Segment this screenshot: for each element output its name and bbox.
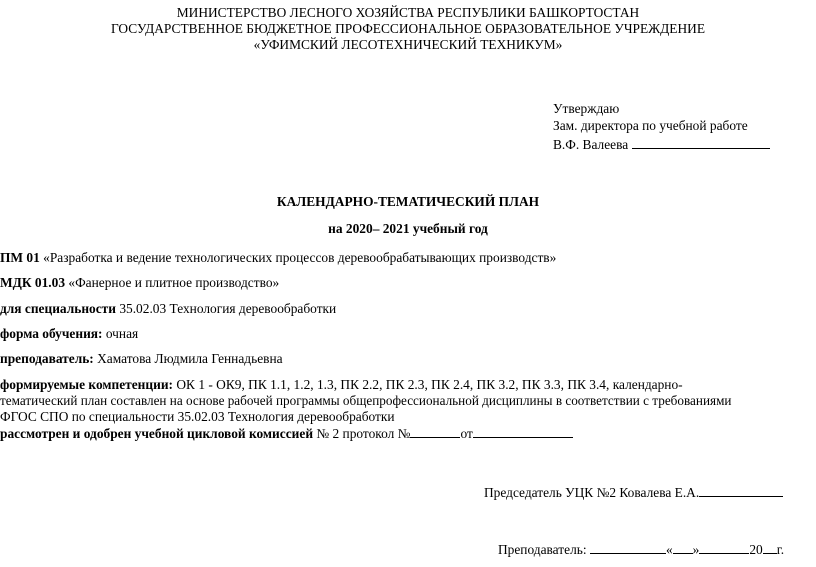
specialty-field [0,301,336,316]
specialty-value: 35.02.03 Технология деревообработки [115,301,337,316]
chair-signature-blank [699,484,783,497]
signature-blank [632,136,770,149]
date-close-quote: » [692,542,700,557]
commission-protocol: № 2 протокол № [313,426,411,441]
institution-type-line: ГОСУДАРСТВЕННОЕ БЮДЖЕТНОЕ ПРОФЕССИОНАЛЬНОЕ ОБРАЗОВАТЕЛЬНОЕ УЧРЕЖДЕНИЕ [110,21,705,36]
study-form-field [0,326,138,341]
competencies-field [0,377,683,392]
date-year-suffix: г. [776,542,785,557]
date-year-prefix: 20 [749,542,763,557]
approval-signature-line [553,136,770,152]
competencies-label: формируемые компетенции: [0,377,174,392]
teacher-value: Хаматова Людмила Геннадьевна [93,351,283,366]
chair-signature [484,484,783,500]
specialty-label: для специальности [0,301,116,316]
academic-year: на 2020– 2021 учебный год [328,221,488,236]
document-title: КАЛЕНДАРНО-ТЕМАТИЧЕСКИЙ ПЛАН [276,194,540,209]
pm-value: «Разработка и ведение технологических процессов деревообрабатывающих производств» [39,250,557,265]
competencies-line-2: тематический план составлен на основе рабочей программы общепрофессиональной дисциплины в соответствии с требованиями [0,393,732,408]
mdk-value: «Фанерное и плитное производство» [65,275,280,290]
competencies-line-3: ФГОС СПО по специальности 35.02.03 Технология деревообработки [0,409,395,424]
study-form-value: очная [102,326,139,341]
protocol-date-blank [473,425,573,438]
commission-field [0,425,573,441]
pm-field [0,250,556,265]
institution-name-line: «УФИМСКИЙ ЛЕСОТЕХНИЧЕСКИЙ ТЕХНИКУМ» [253,37,563,52]
date-day-blank [673,541,693,554]
teacher-signature [498,541,784,557]
mdk-field [0,275,279,290]
approval-word: Утверждаю [553,101,620,116]
teacher-label: преподаватель: [0,351,94,366]
date-year-blank [763,541,777,554]
teacher-field [0,351,283,366]
date-open-quote: « [665,542,673,557]
chair-name: Председатель УЦК №2 Ковалева Е.А. [484,485,700,500]
pm-label: ПМ 01 [0,250,40,265]
date-month-blank [699,541,749,554]
mdk-label: МДК 01.03 [0,275,66,290]
competencies-value: ОК 1 - ОК9, ПК 1.1, 1.2, 1.3, ПК 2.2, ПК 2.3, ПК 2.4, ПК 3.2, ПК 3.3, ПК 3.4, календарно- [173,377,683,392]
approval-name: В.Ф. Валеева [553,137,629,152]
protocol-number-blank [410,425,460,438]
commission-ot: от [460,426,473,441]
commission-label: рассмотрен и одобрен учебной цикловой комиссией [0,426,314,441]
teacher-signature-label: Преподаватель: [498,542,587,557]
teacher-signature-blank [590,541,666,554]
ministry-line: МИНИСТЕРСТВО ЛЕСНОГО ХОЗЯЙСТВА РЕСПУБЛИКИ БАШКОРТОСТАН [176,5,640,20]
approval-position: Зам. директора по учебной работе [553,118,748,133]
study-form-label: форма обучения: [0,326,103,341]
